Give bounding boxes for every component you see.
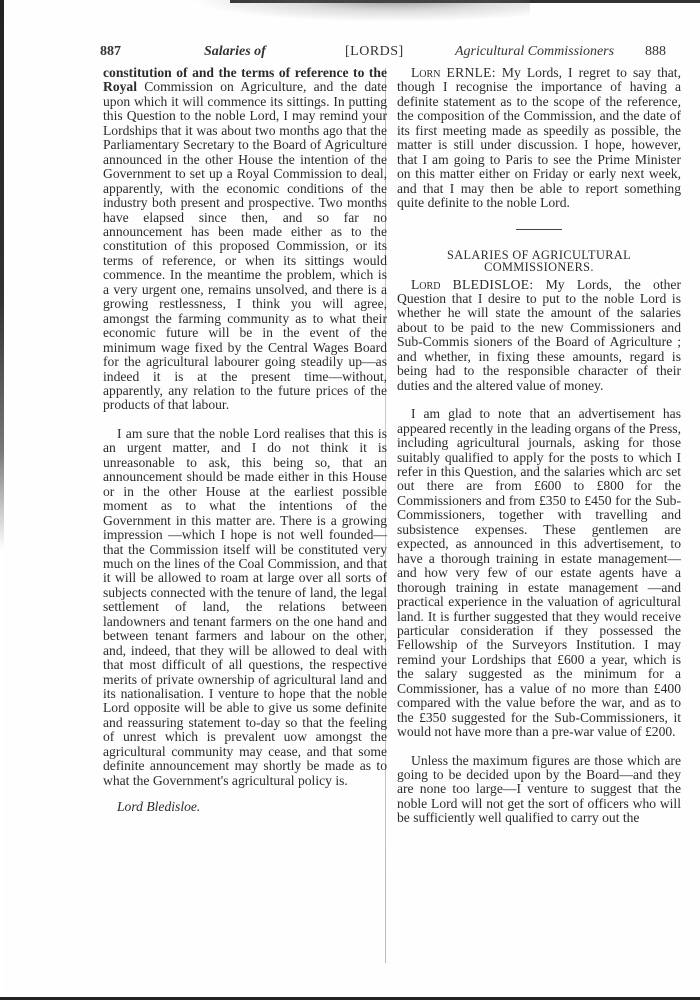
section-heading-line-1: SALARIES OF AGRICULTURAL [446,247,632,262]
right-running-title: Agricultural Commissioners [455,44,615,59]
speech-ernle [397,66,681,211]
speaker-name: BLEDISLOE: [452,276,534,292]
right-column [397,66,681,826]
speaker-name: ERNLE: [446,65,496,80]
left-column [103,66,387,815]
scan-left-edge-shadow [0,0,4,1000]
scan-smudge [190,0,530,22]
section-heading-line-2: COMMISSIONERS. [484,260,594,275]
paragraph: Unless the maximum figures are those which are going to be decided upon by the Board—and they are none too large—I venture to suggest that the noble Lord will not get the sort of officers who will be sufficiently well qualified to carry out the [397,752,681,826]
speaker-title: Lord [411,276,441,292]
paragraph: I am sure that the noble Lord realises that this is an urgent matter, and I do not think it is unreasonable to ask, this being so, that an announcement should be made either in this House or in the other House at the earliest possible moment as to what the intentions of the Government in this matter are. There is a growing impression —which I hope is not well founded—that the Commission itself will be constituted very much on the lines of the Coal Commission, and that it will be allowed to roam at large over all sorts of subjects connected with the tenure of land, the legal settlement of land, the relations between landowners and tenant farmers on the one hand and between tenant farmers and labour on the other, and, indeed, that they will be allowed to deal with that most difficult of all questions, the respective merits of private ownership of agricultural land and its nationalisation. I venture to hope that the noble Lord opposite will be able to give us some definite and reassuring statement to-day so that the feeling of unrest which is prevalent uow amongst the agricultural community may cease, and that some definite announcement may shortly be made as to what the Government's agricultural policy is. [103,425,387,788]
left-running-title: Salaries of [204,44,266,59]
speech-text: My Lords, the other Question that I desire to put to the noble Lord is whether he will state the amount of the salaries about to be paid to the new Commissioners and Sub-Commis sioners of the Board of Agriculture ; and whether, in fixing these amounts, regard is being had to the responsible character of their duties and the altered value of money. [397,276,681,393]
house-label: [LORDS] [345,44,404,59]
speaker-title: Lorn [411,65,441,80]
section-separator-rule [516,229,562,230]
paragraph: I am glad to note that an advertisement has appeared recently in the leading organs of the Press, including agricultural journals, asking for those suitably qualified to apply for the posts to which I refer in this Question, and the salaries which arc set out there are from £600 to £800 for the Commissioners and from £350 to £450 for the Sub-Commissioners, together with travelling and subsistence expenses. These gentlemen are expected, as announced in this advertisement, to have a thorough training in estate management—and how very few of our estate agents have a thorough training in estate management —and practical experience in the valuation of agricultural land. It is further suggested that they would receive particular consideration if they possessed the Fellowship of the Surveyors Institution. I may remind your Lordships that £600 a year, which is the salary suggested as the minimum for a Commissioner, has a value of no more than £400 compared with the value before the war, and as to the £350 suggested for the Sub-Commissioners, it would not have more than a pre-war value of £200. [397,406,681,740]
running-header [100,44,666,64]
speaker-signoff: Lord Bledisloe. [117,799,201,815]
opening-text: Commission on Agriculture, and the date upon which it will commence its sittings. In putting this Question to the noble Lord, I may remind your Lordships that it was about two months ago that the Parliamentary Secretary to the Board of Agriculture announced in the other House the intention of the Government to set up a Royal Commission to deal, apparently, with the economic conditions of the industry both present and prospective. Two months have elapsed since then, and so far no announcement has been made either as to the constitution of this proposed Commission, or its terms of reference, or when its sittings would commence. In the meantime the problem, which is a very urgent one, remains unsolved, and there is a growing restlessness, I think you will agree, amongst the farming community as to what their economic future will be in the event of the minimum wage fixed by the Central Wages Board for the agricultural labourer going steadily up—as indeed it is at the present time—without, apparently, any relation to the future prices of the products of that labour. [103,79,387,413]
right-column-number: 888 [645,44,666,59]
opening-bold-run: constitution of and the terms of reference to the Royal [103,65,387,95]
left-column-number: 887 [100,44,121,59]
section-heading [397,249,681,274]
continued-paragraph [103,66,387,413]
speech-text: My Lords, I regret to say that, though I recognise the importance of having a definite statement as to the scope of the reference, the composition of the Commission, and the date of its first meeting made as speedily as possible, the matter is still under discussion. I hope, however, that I am going to Paris to see the Prime Minister on this matter either on Friday or early next week, and that I may then be able to report something quite definite to the noble Lord. [397,65,681,211]
speech-bledisloe [397,278,681,394]
